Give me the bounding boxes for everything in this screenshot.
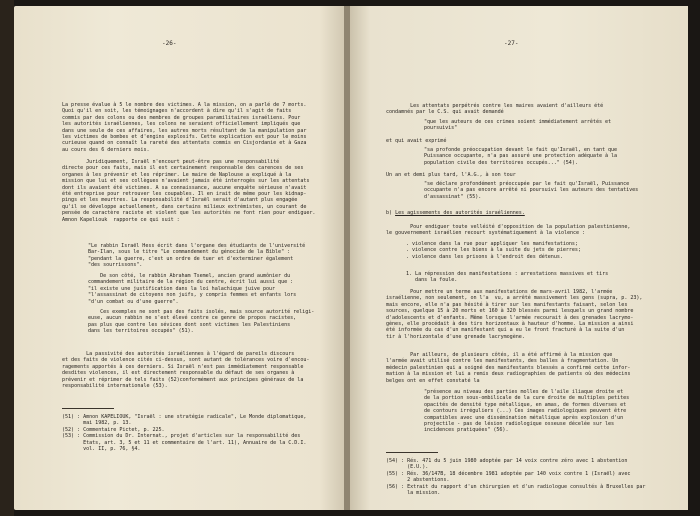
text-line: mation à la mission et lui a remis deux radiographies de patients où des médecins	[386, 371, 631, 378]
text-line: directe pour ces faits, mais il est certainement responsable des carences de ses	[62, 165, 304, 172]
text-line: dans les territoires occupés" (51).	[88, 328, 194, 335]
text-line: commandement militaire de la région du centre, écrit lui aussi que :	[88, 279, 294, 286]
text-line: "l'assassinat de citoyens non juifs, y compris femmes et enfants lors	[88, 292, 297, 299]
bullet-list	[406, 241, 581, 260]
right-page	[350, 6, 688, 510]
text-line: Juridiquement, Israël n'encourt peut-être pas une responsabilité	[62, 159, 280, 165]
text-line: le gouvernement israélien recourt systématiquement à la violence :	[386, 230, 586, 237]
text-line: mai 1982, p. 13.	[62, 420, 132, 427]
text-line: pensée de caractère raciste et violent que les autorités ne font rien pour endiguer.	[62, 210, 316, 217]
text-line: opacités de densité type métallique, en amas, de formes diverses et	[424, 401, 627, 408]
text-line: Amnon Kapeliouk rapporte ce qui suit :	[62, 216, 180, 223]
scan-edge	[0, 0, 14, 516]
text-line: "que les auteurs de ces crimes soient immédiatement arrêtés et	[424, 119, 612, 125]
text-line: et qui avait exprimé	[386, 138, 447, 144]
quotation	[88, 243, 305, 269]
paragraph	[386, 289, 642, 340]
text-line: Par ailleurs, de plusieurs côtés, il a été affirmé à la mission que	[386, 352, 613, 358]
page-number: -27-	[504, 40, 519, 47]
text-line: mission que lui et ses collègues n'avaient jamais été interrogés sur les attentats	[62, 178, 310, 185]
text-line: les autorités israéliennes, les colons ne seraient officiellement impliqués que	[62, 121, 301, 128]
text-line: euse, aucun rabbin ne s'est élevé contre ce genre de propos racistes,	[88, 315, 297, 322]
text-line: poursuivis"	[424, 125, 458, 132]
paragraph	[386, 103, 603, 116]
paragraph	[386, 352, 630, 384]
text-line: condamnés par le C.S. qui avait demandé	[386, 109, 504, 116]
quotation	[424, 119, 611, 132]
paragraph	[62, 102, 306, 153]
footnote-rule	[386, 452, 438, 453]
text-line: dans une seule de ces affaires, les autres morts résultant de la manipulation par	[62, 127, 307, 134]
paragraph	[386, 138, 446, 144]
text-line: De son côté, le rabbin Abraham Tsemel, ancien grand aumônier du	[88, 273, 291, 279]
text-line: "des sourrissons".	[88, 262, 143, 269]
paragraph	[62, 351, 309, 389]
text-line: (56) : Extrait du rapport d'un chirurgien et d'un radiologue consultés à Bruxelles par	[386, 483, 646, 490]
text-line: Pour mettre un terme aux manifestations de mars-avril 1982, l'armée	[386, 289, 613, 295]
text-line: organes à les prévenir et les réprimer. Le maire de Naplouse a expliqué à la	[62, 171, 292, 178]
text-line: été informée du cas d'un manifestant qui a eu le front fracturé à la suite d'un	[386, 327, 625, 334]
text-line: mais encore, elle n'a pas hésité à tirer sur les manifestants faisant, selon les	[386, 301, 628, 308]
text-line: La passivité des autorités israéliennes à l'égard de pareils discours	[62, 351, 295, 357]
text-line: les victimes de bombes et d'engins explosifs. Cette explication est pour le moins	[62, 134, 307, 141]
text-line: gènes, elle procédait à des tirs horizontaux à hauteur d'homme. La mission a ainsi	[386, 321, 634, 328]
text-line: de la portion sous-ombilicale de la cure droite de multiples petites	[424, 395, 630, 402]
text-line: "il existe une justification dans la loi halachique juive pour	[88, 285, 276, 292]
text-line: ragements apportés à ces derniers. Si Israël n'est pas immédiatement responsable	[62, 363, 304, 370]
text-line: d'adolescents et d'enfants. Même lorsque l'armée recourait à des grenades lacrymo-	[386, 314, 634, 321]
text-line: (51) : Amnon KAPELIOUK, "Israël : une stratégie radicale", Le Monde diplomatique,	[62, 414, 307, 420]
footnotes	[62, 414, 306, 452]
text-line: la mission.	[386, 490, 441, 497]
subsection-heading: 1. La répression des manifestations : arrestations massives et tirs dans la foule.	[406, 271, 609, 284]
quotation	[424, 389, 629, 434]
text-line: occupante n'a pas encore arrêté ni poursuivi les auteurs des tentatives	[424, 187, 639, 194]
text-line: 2 abstentions.	[386, 477, 450, 484]
quotation	[88, 309, 314, 335]
text-line: (52) : Commentaire Pictet, p. 225.	[62, 426, 165, 433]
text-line: Puissance occupante, n'a pas assuré une protection adéquate à la	[424, 153, 618, 160]
text-line: "Le rabbin Israël Hess écrit dans l'organe des étudiants de l'université	[88, 243, 306, 249]
page-number: -26-	[162, 40, 177, 47]
text-line: incidences pratiquées" (56).	[424, 427, 509, 434]
text-line: . violence contre les biens à la suite du jets de pierres;	[406, 247, 581, 254]
text-line: Etats, art. 3, 5 et 11 et commentaire de l'art. 11), Annuaire de la C.D.I.	[62, 439, 307, 446]
text-line: d'assassinat" (55).	[424, 193, 482, 200]
left-page	[14, 6, 346, 510]
text-line: médecin palestinien qui a soigné des manifestants blessés a confirmé cette infor-	[386, 364, 631, 371]
text-line: La presse évalue à 5 le nombre des victimes. A la mission, on a parlé de 7 morts.	[62, 102, 307, 108]
text-line: prévenir et réprimer de tels faits (52)conformément aux principes généraux de la	[62, 376, 304, 383]
text-line: au cours des 6 derniers mois.	[62, 146, 150, 153]
text-line: (E.U.).	[386, 464, 429, 471]
text-line: tir à l'horizontale d'une grenade lacrymogène.	[386, 333, 525, 340]
text-line: israélienne, non seulement, on l'a vu, a arrêté massivement les gens (supra, p. 23),	[386, 295, 643, 302]
text-line: (55) : Rés. 36/147B, 18 décembre 1981 adoptée par 140 voix contre 1 (Israël) avec	[386, 470, 631, 477]
text-line: sources, quelque 15 à 20 morts et 160 à 320 blessés parmi lesquels un grand nombre	[386, 308, 634, 315]
text-line: vol. II, p. 76, §4.	[62, 446, 141, 453]
text-line: "présence au niveau des parties molles de l'aile iliaque droite et	[424, 389, 624, 395]
paragraph	[386, 172, 516, 178]
text-line: belges ont en effet constaté la	[386, 377, 480, 384]
text-line: Les attentats perpétrés contre les maires avaient d'ailleurs été	[386, 103, 604, 109]
text-line: "se déclare profondément préoccupée par le fait qu'Israël, Puissance	[424, 181, 630, 187]
quotation	[424, 147, 617, 166]
text-line: desdites violences, il est directement responsable du défaut de ses organes à	[62, 370, 295, 377]
text-line: qu'il se développe actuellement, dans certains milieux extrémistes, un courant de	[62, 203, 307, 210]
footnote-rule	[62, 408, 114, 409]
text-line: population civile des territoires occupés..." (54).	[424, 159, 578, 166]
text-line: été entreprise pour retrouver les coupables. Il en irait de même pour les kidnap-	[62, 191, 307, 198]
text-line: et des faits de violence cités ci-dessus, sont autant de tolérances voire d'encou-	[62, 357, 310, 364]
quotation	[88, 273, 296, 305]
text-line: de contours irréguliers (...) Ces images radiologiques peuvent être	[424, 408, 627, 415]
text-line: . violence dans la rue pour appliquer les manifestations;	[406, 241, 578, 247]
text-line: projectile - pas de lésion radiologique osseuse décelée sur les	[424, 421, 615, 428]
text-line: (53) : Commission du Dr. Internat., projet d'articles sur la responsabilité des	[62, 433, 301, 440]
text-line: Un an et demi plus tard, l'A.G., à son tour	[386, 172, 516, 178]
text-line: "sa profonde préoccupation devant le fait qu'Israël, en tant que	[424, 147, 618, 153]
text-line: pings et les meurtres. La responsabilité d'Israël serait d'autant plus engagée	[62, 197, 298, 204]
text-line: . violence dans les prisons à l'endroit des détenus.	[406, 253, 563, 260]
text-line: responsabilité internationale (53).	[62, 383, 168, 390]
text-line: commis par des colons ou des membres de groupes paramilitaires israéliens. Pour	[62, 114, 301, 121]
text-line: Ces exemples ne sont pas des faits isolés, mais source autorité religi-	[88, 309, 315, 315]
text-line: compatibles avec une dissémination métallique après explosion d'un	[424, 414, 624, 421]
paragraph	[62, 159, 315, 223]
text-line: curieuse quand on connaît la rareté des attentats commis en Cisjordanie et à Gaza	[62, 140, 307, 147]
section-heading-b: b) Les agissements des autorités israéliennes.	[386, 210, 525, 216]
text-line: (54) : Rés. 471 du 5 juin 1980 adoptée par 14 voix contre zéro avec 1 abstention	[386, 458, 628, 464]
text-line: l'armée avait utilisé contre les manifestants, des balles à fragmentation. Un	[386, 358, 619, 365]
text-line: Pour endiguer toute velléité d'opposition de la population palestinienne,	[386, 224, 631, 230]
text-line: Bar-Ilan, sous le titre "Le commandement du génocide de la Bible" :	[88, 249, 291, 256]
footnotes	[386, 458, 645, 496]
quotation	[424, 181, 638, 200]
text-line: Quoi qu'il en soit, les témoignages n'accordent à dire qu'il s'agit de faits	[62, 108, 292, 115]
paragraph	[386, 224, 630, 237]
text-line: dont ils avaient été victimes. A sa connaissance, aucune enquête sérieuse n'avait	[62, 184, 307, 191]
text-line: pas plus que contre les sévices dont sont victimes les Palestiniens	[88, 321, 291, 328]
text-line: "d'un combat ou d'une guerre".	[88, 298, 179, 305]
text-line: "pendant la guerre, c'est un ordre de tuer et d'exterminer également	[88, 255, 294, 262]
